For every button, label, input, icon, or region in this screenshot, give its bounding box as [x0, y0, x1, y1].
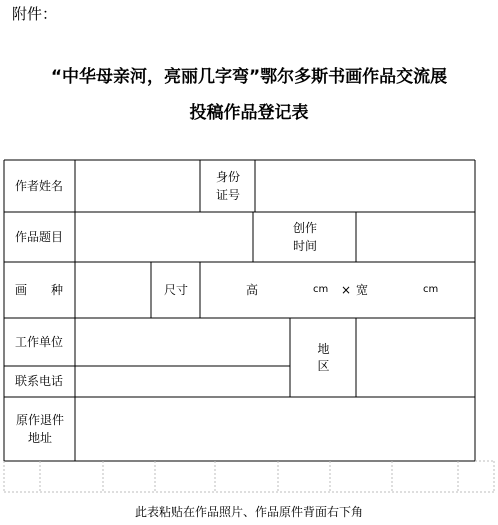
region-field[interactable] [357, 319, 474, 397]
id-number-field[interactable] [256, 161, 474, 212]
size-label: 尺寸 [163, 282, 188, 297]
return-address-line2: 地址 [27, 430, 52, 445]
height-unit: cm [313, 284, 329, 296]
size-field[interactable] [201, 263, 474, 318]
work-title-field[interactable] [76, 213, 252, 262]
id-label-line1: 身份 [215, 170, 240, 185]
creation-time-label [254, 213, 356, 262]
region-label [291, 319, 356, 397]
painting-type-label: 画 种 [15, 282, 64, 297]
height-label: 高 [246, 282, 259, 297]
form-title: “中华母亲河，亮丽几字弯”鄂尔多斯书画作品交流展 [50, 67, 448, 87]
return-address-label [5, 398, 75, 461]
times-sign: × [341, 282, 352, 297]
phone-label: 联系电话 [15, 374, 64, 389]
form-subtitle: 投稿作品登记表 [189, 103, 309, 123]
painting-type-field[interactable] [76, 263, 150, 318]
created-label-line1: 创作 [292, 221, 317, 236]
attachment-label: 附件： [12, 5, 58, 23]
author-name-field[interactable] [76, 161, 199, 212]
return-address-field[interactable] [76, 398, 474, 461]
region-label-line2: 区 [317, 359, 330, 373]
created-label-line2: 时间 [292, 238, 317, 253]
creation-time-field[interactable] [357, 213, 474, 262]
footer-note: 此表粘贴在作品照片、作品原件背面右下角 [134, 505, 363, 519]
author-name-label: 作者姓名 [15, 178, 64, 193]
region-label-line1: 地 [317, 341, 330, 356]
phone-field[interactable] [76, 367, 289, 397]
id-number-label [201, 161, 255, 212]
work-unit-label: 工作单位 [15, 334, 64, 349]
return-address-line1: 原作退件 [15, 413, 64, 428]
width-label: 宽 [356, 282, 369, 297]
id-label-line2: 证号 [215, 187, 240, 202]
cut-line-strip [4, 461, 494, 492]
work-unit-field[interactable] [76, 319, 289, 366]
width-unit: cm [423, 284, 439, 296]
work-title-label: 作品题目 [15, 229, 64, 244]
